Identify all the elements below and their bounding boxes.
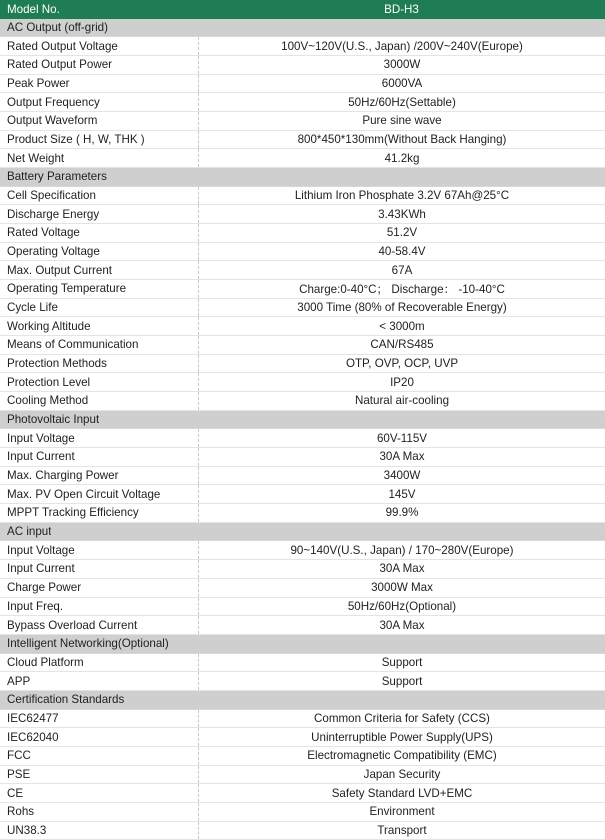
spec-row	[0, 37, 605, 56]
spec-row	[0, 205, 605, 224]
spec-value: 800*450*130mm(Without Back Hanging)	[198, 131, 605, 149]
spec-label: CE	[7, 786, 24, 800]
spec-label: Input Freq.	[7, 599, 64, 613]
section-title: Photovoltaic Input	[7, 413, 100, 427]
spec-value: 100V~120V(U.S., Japan) /200V~240V(Europe)	[198, 37, 605, 55]
spec-row	[0, 541, 605, 560]
spec-value: 145V	[198, 485, 605, 503]
spec-value: Lithium Iron Phosphate 3.2V 67Ah@25°C	[198, 187, 605, 205]
spec-row	[0, 747, 605, 766]
spec-row	[0, 392, 605, 411]
spec-label: Input Voltage	[7, 543, 75, 557]
spec-label: Input Current	[7, 450, 75, 464]
spec-value: 41.2kg	[198, 149, 605, 167]
spec-label: IEC62040	[7, 730, 59, 744]
spec-row	[0, 803, 605, 822]
spec-label: Bypass Overload Current	[7, 618, 138, 632]
spec-value: 50Hz/60Hz(Optional)	[198, 598, 605, 616]
spec-row	[0, 448, 605, 467]
spec-label: Cloud Platform	[7, 655, 84, 669]
spec-value: 6000VA	[198, 75, 605, 93]
spec-label: PSE	[7, 767, 31, 781]
spec-value: Common Criteria for Safety (CCS)	[198, 710, 605, 728]
spec-row	[0, 75, 605, 94]
spec-value: Safety Standard LVD+EMC	[198, 784, 605, 802]
spec-value: 3000W Max	[198, 579, 605, 597]
spec-value: 51.2V	[198, 224, 605, 242]
spec-label: Protection Methods	[7, 357, 107, 371]
spec-label: Max. Output Current	[7, 263, 113, 277]
spec-row	[0, 112, 605, 131]
spec-row	[0, 93, 605, 112]
section-header	[0, 411, 605, 430]
spec-value: Environment	[198, 803, 605, 821]
model-label: Model No.	[7, 2, 60, 16]
spec-row	[0, 224, 605, 243]
section-title: Certification Standards	[7, 693, 125, 707]
spec-value: 60V-115V	[198, 429, 605, 447]
spec-row	[0, 560, 605, 579]
spec-row	[0, 131, 605, 150]
section-title: AC Output (off-grid)	[7, 21, 108, 34]
spec-row	[0, 299, 605, 318]
spec-row	[0, 766, 605, 785]
spec-value: 40-58.4V	[198, 243, 605, 261]
spec-value: Uninterruptible Power Supply(UPS)	[198, 728, 605, 746]
spec-row	[0, 56, 605, 75]
spec-row	[0, 336, 605, 355]
spec-row	[0, 710, 605, 729]
spec-label: Means of Communication	[7, 338, 139, 352]
spec-value: 3.43KWh	[198, 205, 605, 223]
model-value: BD-H3	[384, 2, 419, 16]
spec-label: Operating Voltage	[7, 245, 100, 259]
section-header	[0, 635, 605, 654]
spec-value: Japan Security	[198, 766, 605, 784]
section-title: AC input	[7, 525, 52, 539]
spec-label: Cooling Method	[7, 394, 89, 408]
spec-row	[0, 654, 605, 673]
spec-value: Electromagnetic Compatibility (EMC)	[198, 747, 605, 765]
spec-row	[0, 149, 605, 168]
spec-row	[0, 317, 605, 336]
spec-label: Max. PV Open Circuit Voltage	[7, 487, 161, 501]
section-header	[0, 691, 605, 710]
spec-row	[0, 784, 605, 803]
spec-value: Support	[198, 654, 605, 672]
spec-value: Pure sine wave	[198, 112, 605, 130]
spec-label: Operating Temperature	[7, 282, 127, 296]
spec-label: Cycle Life	[7, 301, 58, 315]
spec-value: 3000W	[198, 56, 605, 74]
section-title: Battery Parameters	[7, 170, 107, 184]
spec-row	[0, 429, 605, 448]
spec-value: Transport	[198, 822, 605, 840]
spec-row	[0, 355, 605, 374]
spec-value: Support	[198, 672, 605, 690]
spec-label: Input Current	[7, 562, 75, 576]
spec-value: OTP, OVP, OCP, UVP	[198, 355, 605, 373]
spec-value: 30A Max	[198, 448, 605, 466]
spec-label: Max. Charging Power	[7, 469, 119, 483]
spec-row	[0, 243, 605, 262]
spec-label: Rated Output Power	[7, 58, 113, 72]
spec-label: Peak Power	[7, 77, 70, 91]
spec-label: Output Waveform	[7, 114, 98, 128]
spec-row	[0, 373, 605, 392]
section-header	[0, 168, 605, 187]
spec-row	[0, 598, 605, 617]
spec-value: < 3000m	[198, 317, 605, 335]
spec-sections	[0, 19, 605, 840]
spec-label: UN38.3	[7, 823, 47, 837]
spec-row	[0, 579, 605, 598]
spec-label: Rated Voltage	[7, 226, 80, 240]
spec-label: FCC	[7, 749, 31, 763]
section-header	[0, 523, 605, 542]
spec-value: 3400W	[198, 467, 605, 485]
section-header	[0, 19, 605, 38]
spec-label: Protection Level	[7, 375, 91, 389]
spec-value: 30A Max	[198, 560, 605, 578]
spec-value: CAN/RS485	[198, 336, 605, 354]
spec-row	[0, 822, 605, 840]
spec-row	[0, 485, 605, 504]
spec-label: Discharge Energy	[7, 207, 100, 221]
spec-value: IP20	[198, 373, 605, 391]
spec-row	[0, 280, 605, 299]
spec-value: 67A	[198, 261, 605, 279]
spec-row	[0, 187, 605, 206]
spec-label: APP	[7, 674, 31, 688]
spec-label: Charge Power	[7, 581, 82, 595]
spec-label: Rated Output Voltage	[7, 39, 118, 53]
spec-label: IEC62477	[7, 711, 59, 725]
spec-label: Working Altitude	[7, 319, 91, 333]
spec-label: Output Frequency	[7, 95, 100, 109]
spec-value: Natural air-cooling	[198, 392, 605, 410]
model-header-row	[0, 0, 605, 19]
spec-row	[0, 504, 605, 523]
spec-label: MPPT Tracking Efficiency	[7, 506, 139, 520]
spec-value: 3000 Time (80% of Recoverable Energy)	[198, 299, 605, 317]
section-title: Intelligent Networking(Optional)	[7, 637, 169, 651]
spec-value: 50Hz/60Hz(Settable)	[198, 93, 605, 111]
spec-value: 99.9%	[198, 504, 605, 522]
spec-row	[0, 728, 605, 747]
spec-label: Rohs	[7, 805, 35, 819]
spec-label: Net Weight	[7, 151, 65, 165]
spec-row	[0, 616, 605, 635]
spec-value: 30A Max	[198, 616, 605, 634]
spec-row	[0, 261, 605, 280]
spec-label: Input Voltage	[7, 431, 75, 445]
spec-value: 90~140V(U.S., Japan) / 170~280V(Europe)	[198, 541, 605, 559]
spec-row	[0, 467, 605, 486]
spec-label: Product Size ( H, W, THK )	[7, 133, 145, 147]
spec-value: Charge:0-40°C； Discharge： -10-40°C	[198, 280, 605, 298]
spec-label: Cell Specification	[7, 189, 96, 203]
spec-row	[0, 672, 605, 691]
